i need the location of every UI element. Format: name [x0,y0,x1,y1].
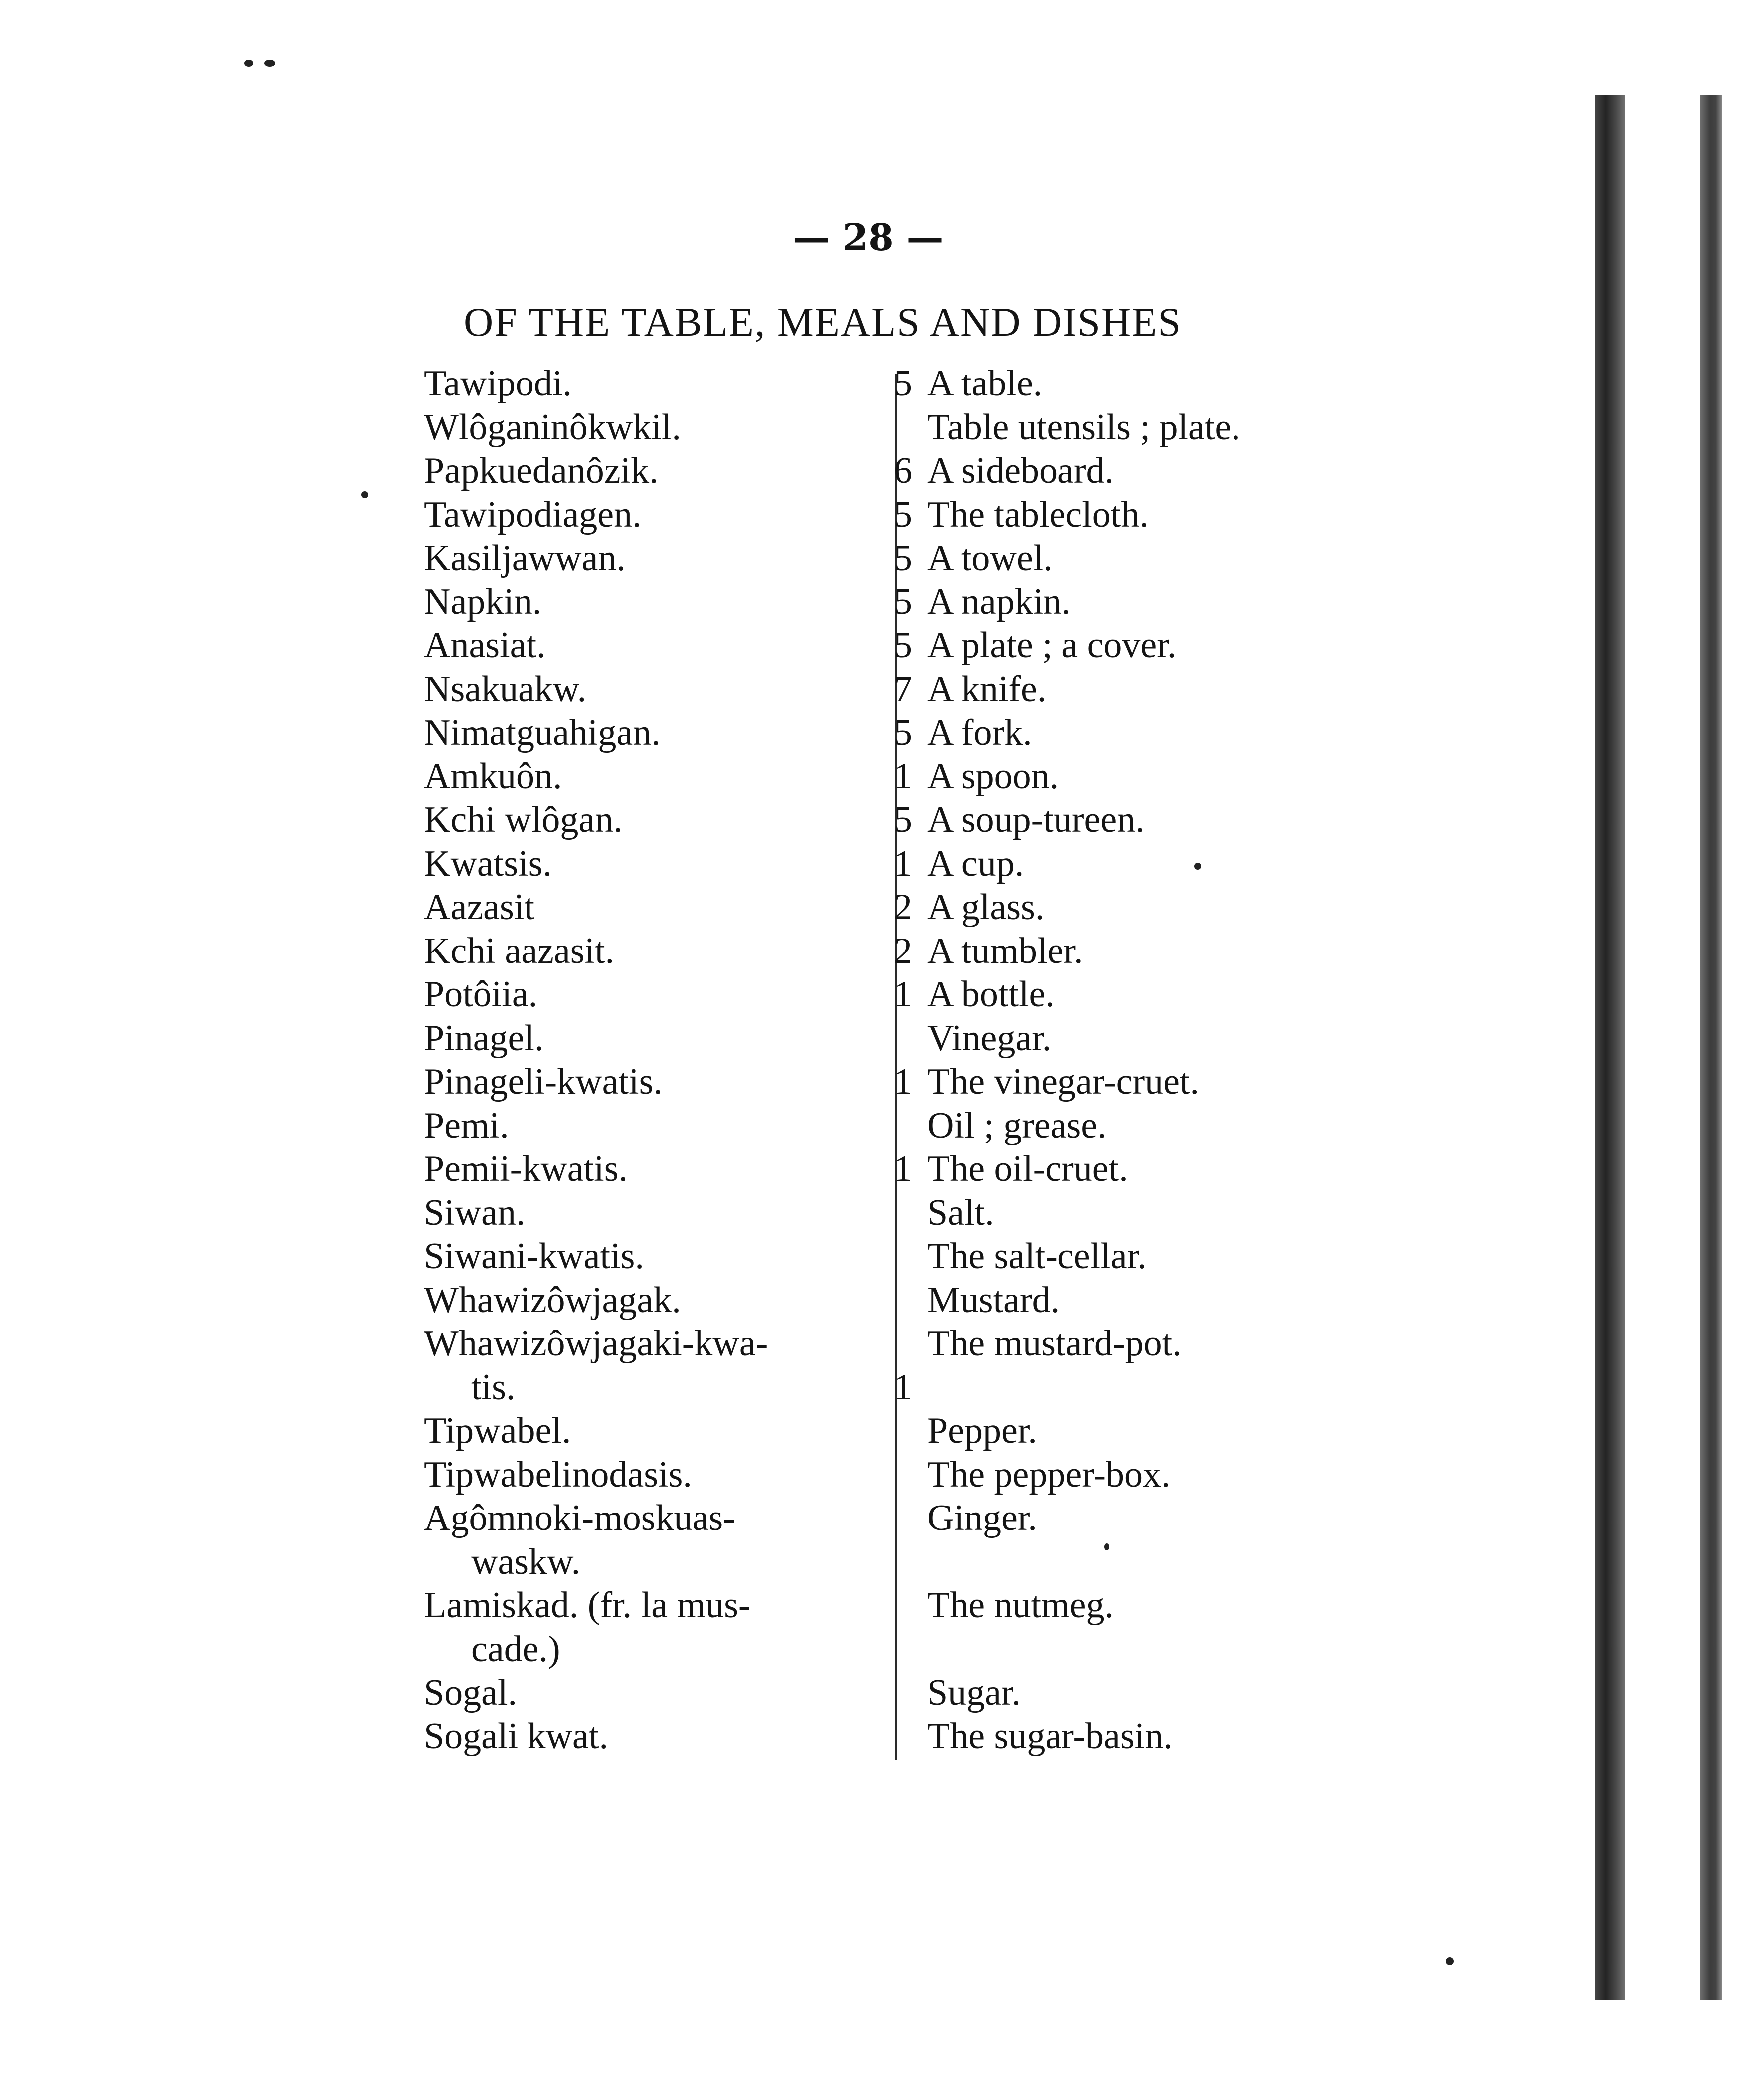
vocab-row [424,886,1371,930]
abenaki-term: Whawizôwjagaki-kwa- [424,1323,768,1364]
abenaki-term: Kchi wlôgan. [424,799,623,840]
abenaki-term: Napkin. [424,581,542,622]
declension-number: 5 [894,625,912,666]
abenaki-term: Kwatsis. [424,843,552,884]
vocab-row [424,1628,1371,1672]
english-gloss: Oil ; grease. [927,1105,1107,1146]
declension-number: 7 [894,668,912,710]
declension-number: 2 [894,930,912,971]
abenaki-term: Agômnoki-moskuas- [424,1498,735,1538]
abenaki-term: Sogal. [424,1672,518,1713]
abenaki-term: Lamiskad. (fr. la mus- [424,1585,751,1626]
vocab-row [424,842,1371,886]
abenaki-term: Papkuedanôzik. [424,450,659,491]
declension-number: 5 [894,799,912,840]
vocab-row [424,1715,1371,1759]
abenaki-term: Amkuôn. [424,756,562,797]
abenaki-term: Sogali kwat. [424,1715,608,1757]
vocab-row [424,1409,1371,1453]
abenaki-term: Pemii-kwatis. [424,1148,628,1189]
declension-number: 1 [894,1148,912,1189]
english-gloss: The tablecloth. [927,494,1149,535]
abenaki-term: Pemi. [424,1105,509,1146]
abenaki-term: Nimatguahigan. [424,712,661,753]
english-gloss: A towel. [927,538,1053,578]
english-gloss: Vinegar. [927,1017,1052,1059]
english-gloss: Mustard. [927,1279,1060,1321]
english-gloss: A fork. [927,712,1032,753]
abenaki-term: Siwani-kwatis. [424,1236,644,1277]
declension-number: 5 [894,538,912,578]
vocab-row [424,449,1371,493]
scan-shadow-edge [1595,95,1625,2000]
declension-number: 6 [894,450,912,491]
vocab-row [424,1453,1371,1497]
ink-speck [361,491,368,498]
abenaki-term: Siwan. [424,1192,526,1233]
english-gloss: A cup. [927,843,1024,884]
english-gloss: A sideboard. [927,450,1114,491]
english-gloss: The oil-cruet. [927,1148,1128,1189]
vocab-row [424,798,1371,842]
ink-speck [244,60,253,67]
english-gloss: Salt. [927,1192,994,1233]
abenaki-term: Pinageli-kwatis. [424,1061,663,1102]
english-gloss: A table. [927,363,1043,404]
english-gloss: The pepper-box. [927,1454,1171,1495]
english-gloss: A knife. [927,668,1047,710]
abenaki-term: Tawipodi. [424,363,572,404]
english-gloss: Ginger. [927,1498,1037,1538]
declension-number: 1 [894,974,912,1015]
vocab-row [424,1060,1371,1104]
vocab-row [424,493,1371,537]
declension-number: 5 [894,712,912,753]
term-continuation: cade.) [471,1628,560,1670]
vocab-row [424,1104,1371,1148]
vocab-row [424,1279,1371,1323]
vocab-row [424,711,1371,755]
english-gloss: A plate ; a cover. [927,625,1177,666]
vocab-row [424,1322,1371,1366]
scan-shadow-edge-outer [1700,95,1722,2000]
declension-number: 1 [894,756,912,797]
vocab-row [424,1366,1371,1410]
abenaki-term: Wlôganinôkwkil. [424,406,681,448]
english-gloss: A soup-tureen. [927,799,1145,840]
vocab-row [424,973,1371,1017]
declension-number: 5 [894,363,912,404]
vocab-row [424,1671,1371,1715]
term-continuation: tis. [471,1366,516,1408]
english-gloss: A napkin. [927,581,1071,622]
english-gloss: The nutmeg. [927,1585,1114,1626]
english-gloss: A bottle. [927,974,1055,1015]
declension-number: 2 [894,887,912,928]
abenaki-term: Nsakuakw. [424,668,587,710]
declension-number: 5 [894,581,912,622]
abenaki-term: Kasiljawwan. [424,538,626,578]
declension-number: 1 [894,1061,912,1102]
abenaki-term: Tipwabelinodasis. [424,1454,692,1495]
vocab-row [424,362,1371,406]
vocab-row [424,755,1371,799]
english-gloss: A spoon. [927,756,1059,797]
abenaki-term: Aazasit [424,887,534,928]
english-gloss: The vinegar-cruet. [927,1061,1199,1102]
vocab-row [424,1147,1371,1191]
english-gloss: A glass. [927,887,1045,928]
abenaki-term: Tawipodiagen. [424,494,642,535]
page-number: — 28 — [793,216,944,259]
abenaki-term: Anasiat. [424,625,546,666]
vocab-row [424,1584,1371,1628]
english-gloss: A tumbler. [927,930,1083,971]
vocab-row [424,580,1371,624]
vocab-row [424,537,1371,580]
abenaki-term: Kchi aazasit. [424,930,615,971]
declension-number: 5 [894,494,912,535]
vocab-row [424,406,1371,450]
vocab-row [424,1235,1371,1279]
vocab-row [424,1191,1371,1235]
vocab-row [424,930,1371,973]
vocab-row [424,1497,1371,1540]
abenaki-term: Tipwabel. [424,1410,571,1451]
section-heading: OF THE TABLE, MEALS AND DISHES [464,299,1182,345]
english-gloss: Table utensils ; plate. [927,406,1240,448]
declension-number: 1 [894,1366,912,1408]
ink-speck [1446,1957,1454,1965]
english-gloss: The mustard-pot. [927,1323,1182,1364]
abenaki-term: Pinagel. [424,1017,544,1059]
vocab-row [424,1017,1371,1061]
abenaki-term: Whawizôwjagak. [424,1279,681,1321]
ink-speck [264,60,275,67]
english-gloss: Pepper. [927,1410,1037,1451]
vocab-row [424,1540,1371,1584]
english-gloss: The salt-cellar. [927,1236,1147,1277]
english-gloss: The sugar-basin. [927,1715,1173,1757]
vocab-row [424,624,1371,668]
abenaki-term: Potôiia. [424,974,538,1015]
vocab-row [424,668,1371,712]
declension-number: 1 [894,843,912,884]
english-gloss: Sugar. [927,1672,1021,1713]
vocabulary-list [424,362,1371,1758]
term-continuation: waskw. [471,1541,581,1582]
